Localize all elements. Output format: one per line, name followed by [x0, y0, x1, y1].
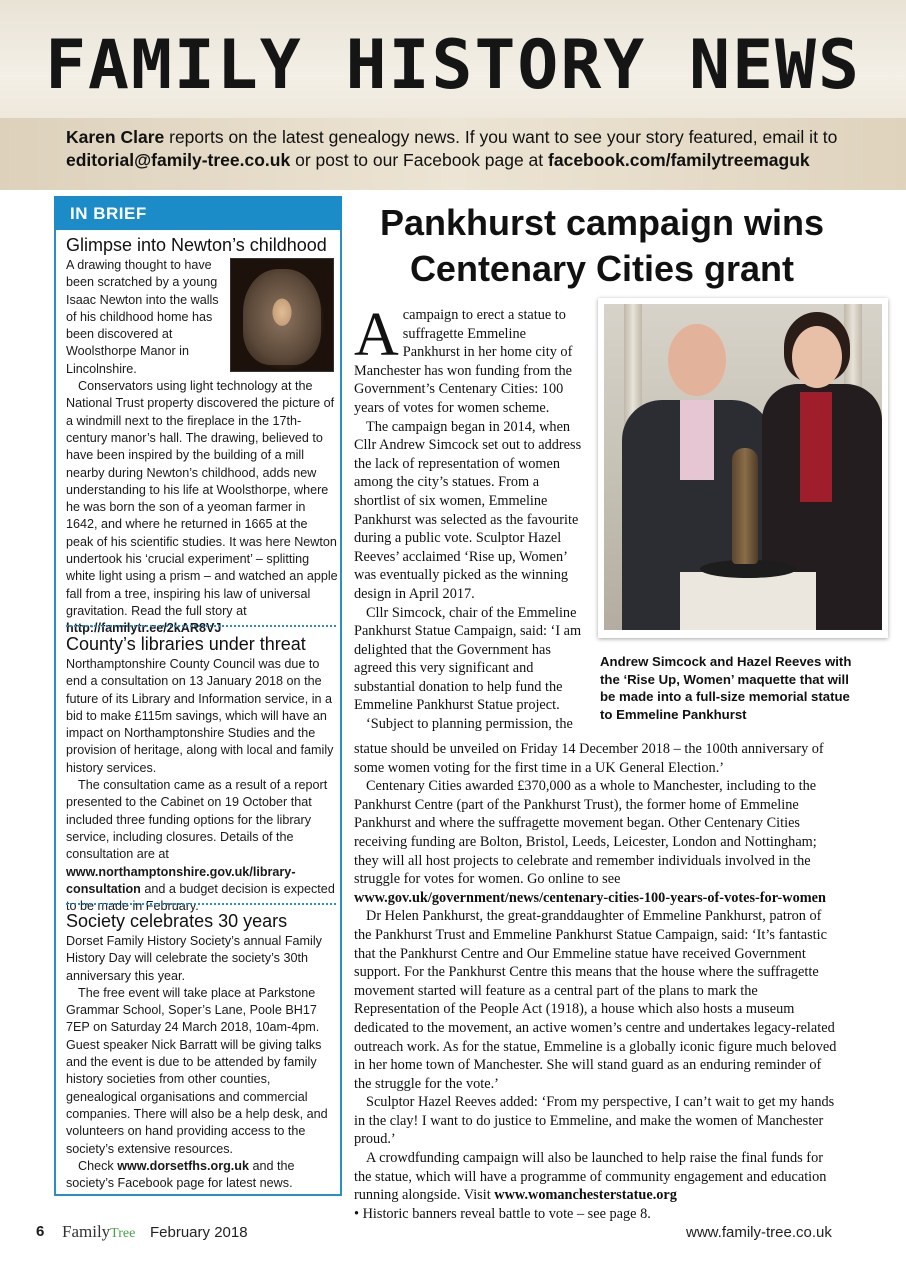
intro-facebook-link[interactable]: facebook.com/familytreemaguk: [548, 150, 810, 170]
website-url[interactable]: www.family-tree.co.uk: [686, 1224, 832, 1241]
story-paragraph: The free event will take place at Parkstone Grammar School, Soper’s Lane, Poole BH17 7EP on Saturday 24 March 2018, 10am-4pm. Guest speaker Nick Barratt will be giving talks and the event is due to be attended by family history societies from other counties, genealogical organisations and commercial companies. There will also be a help desk, and volunteers on hand providing access to the society’s extensive resources.: [66, 985, 328, 1156]
article-paragraph: The campaign began in 2014, when Cllr Andrew Simcock set out to address the lack of representation of women among the city’s statues. From a shortlist of six women, Emmeline Pankhurst was selected as the favourite during a public vote. Sculptor Hazel Reeves’ acclaimed ‘Rise up, Women’ was eventually picked as the winning design in April 2017.: [354, 418, 582, 602]
man-shirt: [680, 400, 714, 480]
article-paragraph: Sculptor Hazel Reeves added: ‘From my perspective, I can’t wait to get my hands in the clay! I want to do justice to Emmeline, and make the women of Manchester proud.’: [354, 1094, 835, 1148]
story-paragraph: Northamptonshire County Council was due to end a consultation on 13 January 2018 on the future of its Library and Information service, in a bid to make £115m savings, which will have an impact on Northamptonshire Studies and the provision of heritage, along with local and family history services.: [66, 657, 334, 775]
intro-author: Karen Clare: [66, 127, 165, 147]
story-text: Conservators using light technology at the National Trust property discovered the picture of a windmill next to the fireplace in the 17th-century manor’s hall. The drawing, believed to have been inspired by the building of a mill nearby during Newton’s childhood, adds new understanding to his life at Woolsthorpe, where he was born the son of a yeoman farmer in 1642, and where he returned in 1665 at the peak of his scientific studies. It was here Newton undertook his ‘crucial experiment’ – splitting white light using a prism – and watched an apple fall from a tree, inspiring his law of universal gravitation. Read the full story at: [66, 379, 338, 618]
article-paragraph: [354, 777, 840, 907]
intro-email-link[interactable]: editorial@family-tree.co.uk: [66, 150, 291, 170]
article-paragraph: Dr Helen Pankhurst, the great-granddaughter of Emmeline Pankhurst, patron of the Pankhurst Trust and Emmeline Pankhurst Statue Campaign, said: ‘It’s fantastic that the Pankhurst Centre and Our Emmeline statue have received Government support. For the Pankhurst Centre this means that the house where the suffragette movement started will feature as a central part of the plans to mark the Representation of the People Act (1918), a house which also hosts a museum dedicated to the movement, an active women’s centre and undertakes legacy-related outreach work. As for the statue, Emmeline is a globally iconic figure much beloved in her home town of Manchester. She will stand guard as an enduring reminder of the struggle for the vote.’: [354, 908, 837, 1092]
story-heading: Society celebrates 30 years: [66, 911, 288, 931]
story-link[interactable]: www.northamptonshire.gov.uk/library-consultation: [66, 864, 296, 896]
story-heading: County’s libraries under threat: [66, 634, 306, 654]
photo-caption: Andrew Simcock and Hazel Reeves with the ‘Rise Up, Women’ maquette that will be made into a full-size memorial statue to Emmeline Pankhurst: [600, 654, 852, 722]
issue-date: February 2018: [150, 1224, 248, 1241]
logo-tree: Tree: [110, 1226, 136, 1241]
brief-story-newton: [66, 234, 338, 638]
story-text: and the society’s Facebook page for latest news.: [66, 1158, 295, 1191]
story-paragraph: [66, 378, 338, 637]
intro-text-2: or post to our Facebook page at: [290, 150, 549, 170]
story-link[interactable]: www.dorsetfhs.org.uk: [117, 1158, 249, 1173]
article-text: A crowdfunding campaign will also be launched to help raise the final funds for the statue, which will have a programme of community engagement and education running alongside. Visit: [354, 1150, 827, 1204]
photo-scene: [604, 304, 882, 630]
page-title: FAMILY HISTORY NEWS: [45, 26, 861, 105]
divider: [66, 903, 336, 905]
woman-top: [800, 392, 832, 502]
divider: [66, 625, 336, 627]
drop-cap: A: [354, 301, 399, 369]
story-paragraph: [66, 777, 338, 915]
intro-text: [66, 126, 856, 172]
article-text: campaign to erect a statue to suffragette Emmeline Pankhurst in her home city of Manchester has won funding from the Government’s Centenary Cities: 100 years of votes for women scheme.: [354, 307, 573, 416]
intro-text-1: reports on the latest genealogy news. If you want to see your story featured, email it to: [164, 127, 838, 147]
brief-story-libraries: [66, 633, 338, 915]
story-paragraph: A drawing thought to have been scratched by a young Isaac Newton into the walls of his childhood home has been discovered at Woolsthorpe Manor in Lincolnshire.: [66, 258, 219, 376]
article-paragraph: ‘Subject to planning permission, the: [366, 716, 573, 733]
story-link[interactable]: http://familytr.ee/2kAR8VJ: [66, 621, 222, 636]
story-heading: Glimpse into Newton’s childhood: [66, 235, 327, 255]
portrait-figure: [243, 269, 321, 365]
article-headline: Pankhurst campaign wins Centenary Cities grant: [379, 202, 825, 289]
article-photo: [598, 298, 888, 638]
article-column-top: [354, 301, 586, 734]
article-column-bottom: [354, 740, 840, 1223]
article-link[interactable]: www.womanchesterstatue.org: [494, 1187, 677, 1204]
article-link[interactable]: www.gov.uk/government/news/centenary-cities-100-years-of-votes-for-women: [354, 889, 826, 906]
newton-portrait-image: [230, 258, 334, 372]
maquette-statue: [732, 448, 758, 564]
story-paragraph: Dorset Family History Society’s annual Family History Day will celebrate the society’s 30th anniversary this year.: [66, 934, 322, 983]
in-brief-label: IN BRIEF: [54, 196, 342, 230]
article-paragraph: Cllr Simcock, chair of the Emmeline Pankhurst Statue Campaign, said: ‘I am delighted that the Government has agreed this very significant and substantial donation to help fund the Emmeline Pankhurst Statue project.: [354, 604, 582, 714]
article-paragraph: • Historic banners reveal battle to vote – see page 8.: [354, 1205, 651, 1222]
plinth: [680, 572, 816, 630]
article-paragraph: [354, 301, 586, 418]
logo-family: Family: [62, 1222, 111, 1241]
article-paragraph: [354, 1149, 840, 1205]
page-number: 6: [36, 1223, 45, 1240]
brief-story-dorset: [66, 910, 338, 1192]
story-text: The consultation came as a result of a report presented to the Cabinet on 19 October that included three funding options for the library service, including closures. Details of the consultation are at: [66, 778, 328, 862]
magazine-logo: [62, 1222, 135, 1242]
story-text: and a budget decision is expected to be made in February.: [66, 881, 335, 914]
man-head: [668, 324, 726, 396]
article-paragraph: statue should be unveiled on Friday 14 December 2018 – the 100th anniversary of some women voting for the first time in a UK General Election.’: [354, 741, 824, 776]
woman-head: [792, 326, 842, 388]
story-paragraph: [66, 1158, 338, 1193]
story-text: Check: [78, 1158, 118, 1173]
article-text: Centenary Cities awarded £370,000 as a whole to Manchester, including to the Pankhurst Centre (part of the Pankhurst Trust), the former home of Emmeline Pankhurst and where the suffragette movement began. Other Centenary Cities receiving funding are Bolton, Bristol, Leeds, Leicester, London and Nottingham; they will all host projects to celebrate and remember individuals involved in the struggle for votes for women. Go online to see: [354, 778, 817, 888]
